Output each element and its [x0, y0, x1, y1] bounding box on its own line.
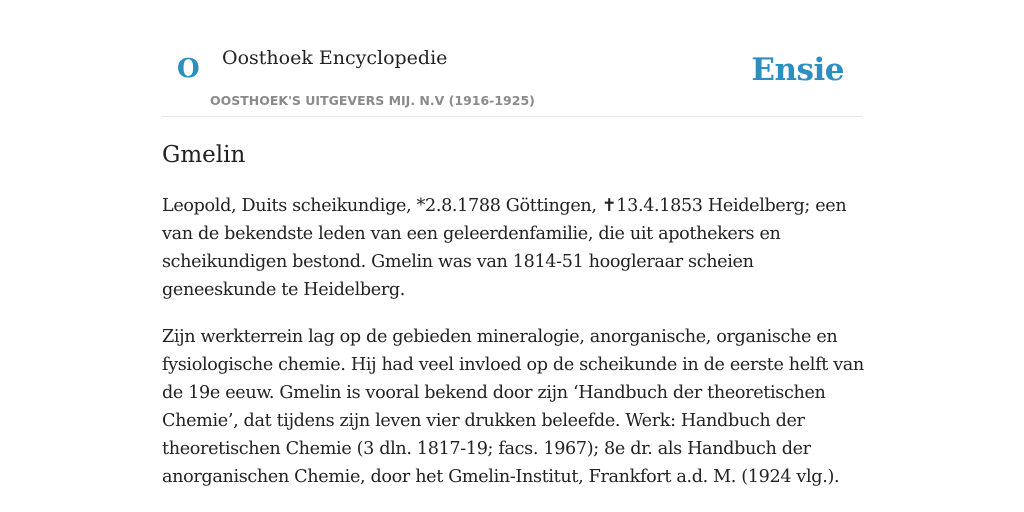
article-body	[162, 192, 864, 510]
article-title: Gmelin	[162, 142, 246, 168]
article-paragraph: Leopold, Duits scheikundige, *2.8.1788 Göttingen, ✝13.4.1853 Heidelberg; een van de bekendste leden van een geleerdenfamilie, die uit apothekers en scheikundigen bestond. Gmelin was van 1814-51 hoogleraar scheien geneeskunde te Heidelberg.	[162, 196, 847, 300]
publisher-subtitle: OOSTHOEK'S UITGEVERS MIJ. N.V (1916-1925)	[210, 93, 535, 108]
encyclopedia-logo-letter[interactable]: O	[177, 54, 200, 84]
article-paragraph: Zijn werkterrein lag op de gebieden mineralogie, anorganische, organische en fysiologische chemie. Hij had veel invloed op de scheikunde in de eerste helft van de 19e eeuw. Gmelin is vooral bekend door zijn ‘Handbuch der theoretischen Chemie’, dat tijdens zijn leven vier drukken beleefde. Werk: Handbuch der theoretischen Chemie (3 dln. 1817-19; facs. 1967); 8e dr. als Handbuch der anorganischen Chemie, door het Gmelin-Institut, Frankfort a.d. M. (1924 vlg.).	[162, 327, 864, 487]
ensie-logo-link[interactable]: Ensie	[751, 52, 844, 88]
encyclopedia-title-link[interactable]: Oosthoek Encyclopedie	[222, 47, 448, 69]
encyclopedia-header	[162, 0, 862, 117]
